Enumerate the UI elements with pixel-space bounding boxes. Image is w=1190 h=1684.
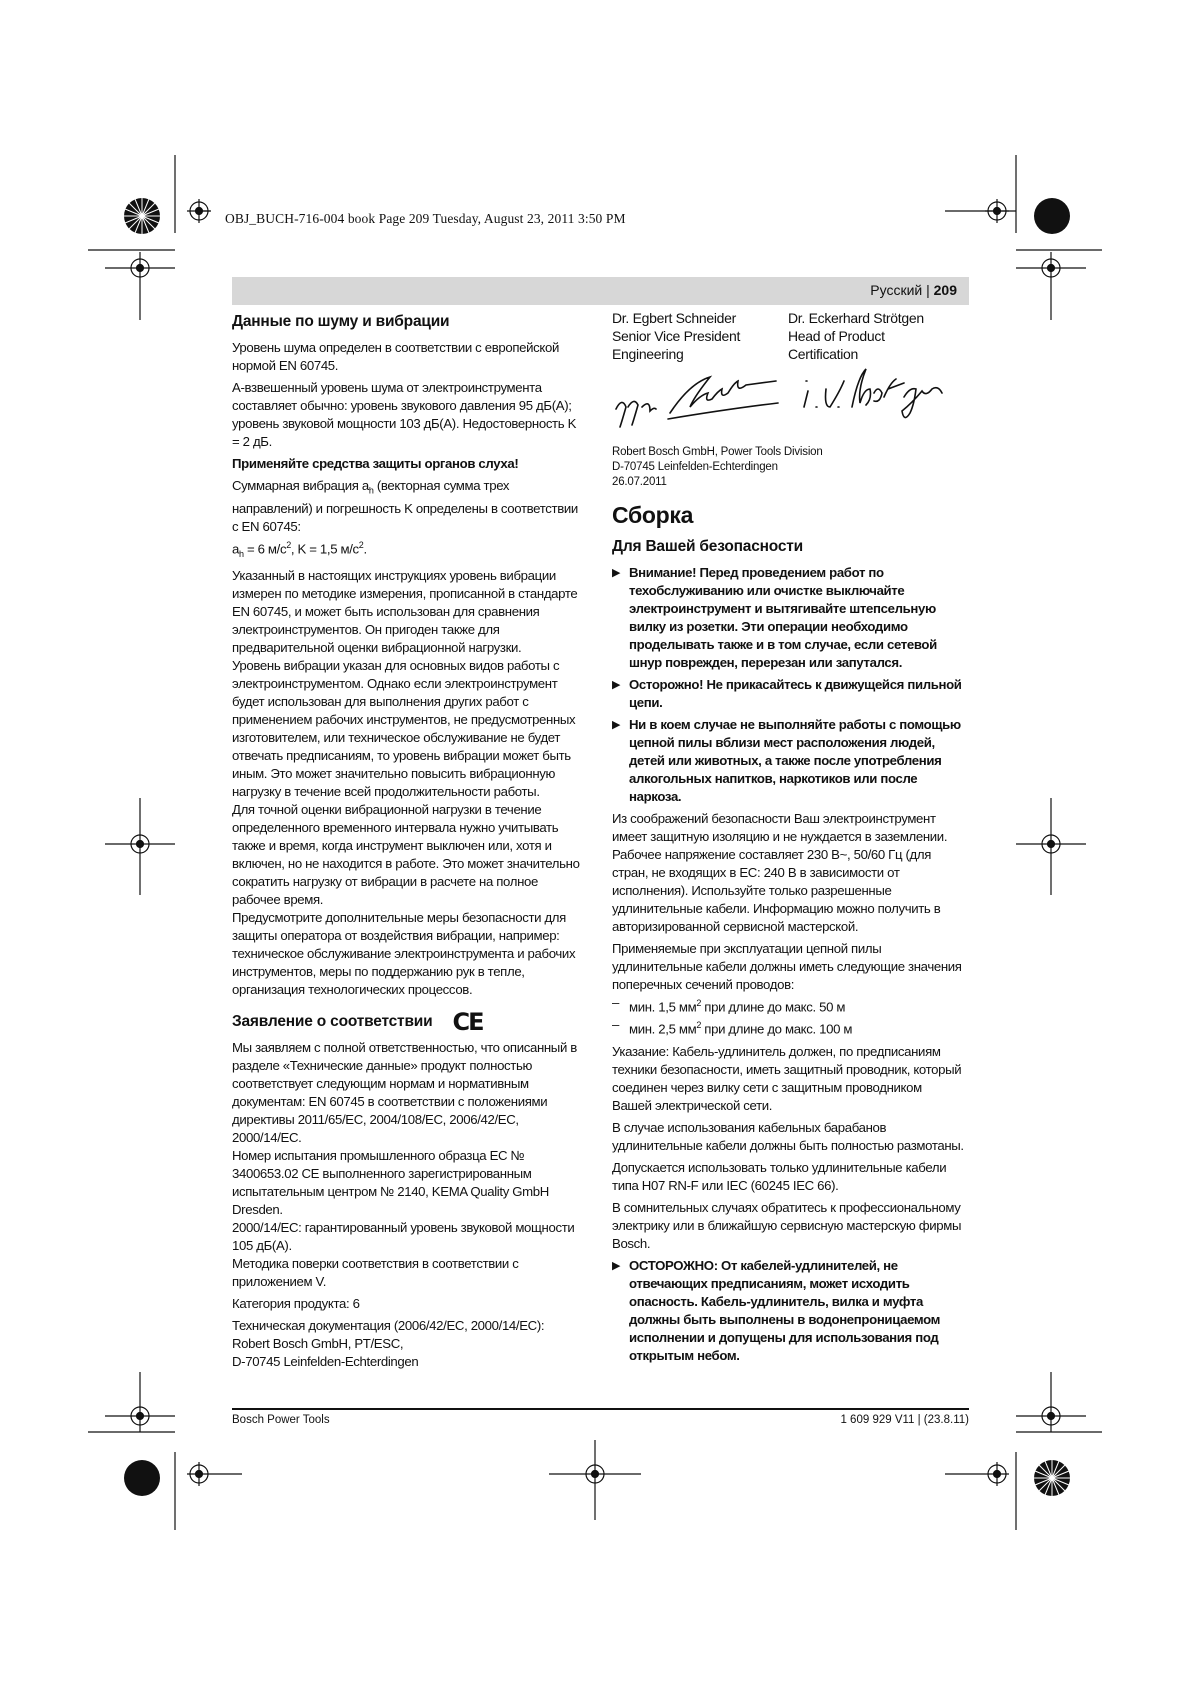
noise-p2: A-взвешенный уровень шума от электроинструмента составляет обычно: уровень звукового давления 95 дБ(A); уровень звуковой мощности 103 дБ(A). Недостоверность K = 2 дБ. xyxy=(232,380,577,449)
signer-1 xyxy=(612,309,788,363)
d2-a: мин. 2,5 мм xyxy=(629,1021,697,1037)
company-block xyxy=(612,445,964,490)
p4-text-b: (векторная сумма трех направлений) и погрешность K определены в соответствии с EN 60745: xyxy=(232,478,578,534)
d1-sup: 2 xyxy=(696,998,701,1008)
d2-sup: 2 xyxy=(696,1020,701,1031)
safety-bullet-4 xyxy=(612,1257,964,1365)
electrical-p1: Из соображений безопасности Ваш электроинструмент имеет защитную изоляцию и не нуждается в заземлении. Рабочее напряжение составляет 230 В~, 50/60 Гц (для стран, не входящих в ЕС: 240 В в зависимости от исполнения). Используйте только разрешенные удлинительные кабели. Информацию можно получить в авторизированной сервисной мастерской. xyxy=(612,811,948,934)
signer-2-role2: Certification xyxy=(788,346,859,362)
noise-p1: Уровень шума определен в соответствии с европейской нормой EN 60745. xyxy=(232,340,559,373)
bullet-2-text: Осторожно! Не прикасайтесь к движущейся пильной цепи. xyxy=(629,677,962,710)
footer-rule xyxy=(232,1408,969,1410)
ce-mark-icon: CE xyxy=(452,1007,483,1036)
signer-1-name: Dr. Egbert Schneider xyxy=(612,310,736,326)
signer-1-role1: Senior Vice President xyxy=(612,328,741,344)
signature-date: 26.07.2011 xyxy=(612,476,667,488)
signer-2-role1: Head of Product xyxy=(788,328,885,344)
p5-sub: h xyxy=(238,548,244,559)
safety-bullet-1 xyxy=(612,564,964,672)
vibration-p9: Предусмотрите дополнительные меры безопасности для защиты оператора от воздействия вибрации, например: техническое обслуживание электроинструмента и рабочих инструментов, меры по поддержанию рук в тепле, организация технологических процессов. xyxy=(232,909,576,997)
d1-a: мин. 1,5 мм xyxy=(629,999,697,1015)
vibration-p8: Для точной оценки вибрационной нагрузки в течение определенного временного интервала нужно учитывать также и время, когда инструмент выключен или, хотя и включен, но не находится в работе. Это может значительно сократить нагрузку от вибрации в расчете на полное рабочее время. xyxy=(232,801,580,907)
conformity-p4: Методика поверки соответствия в соответствии с приложением V. xyxy=(232,1255,519,1289)
product-category: Категория продукта: 6 xyxy=(232,1295,360,1311)
d1-b: при длине до макс. 50 м xyxy=(700,999,846,1015)
electrical-p3: Указание: Кабель-удлинитель должен, по предписаниям техники безопасности, иметь защитный проводник, который соединен через вилку сети с защитным проводником Вашей электрической сети. xyxy=(612,1043,962,1113)
signer-2-name: Dr. Eckerhard Strötgen xyxy=(788,310,924,326)
electrical-p6: В сомнительных случаях обратитесь к профессиональному электрику или в ближайшую сервисную мастерскую фирмы Bosch. xyxy=(612,1199,962,1251)
signatures xyxy=(612,367,972,437)
safety-bullet-2 xyxy=(612,676,964,712)
vibration-values xyxy=(232,536,584,563)
noise-heading: Данные по шуму и вибрации xyxy=(232,313,450,330)
signer-2 xyxy=(788,309,964,363)
print-slug: OBJ_BUCH-716-004 book Page 209 Tuesday, August 23, 2011 3:50 PM xyxy=(225,211,626,226)
conformity-p1: Мы заявляем с полной ответственностью, что описанный в разделе «Технические данные» продукт полностью соответствует следующим нормам и нормативным документам: EN 60745 в соответствии с положениями директивы 2011/65/EC, 2004/108/EC, 2006/42/EC, 2000/14/EC. xyxy=(232,1039,577,1145)
vibration-p6: Указанный в настоящих инструкциях уровень вибрации измерен по методике измерения, прописанной в стандарте EN 60745, и может быть использован для сравнения электроинструментов. Он пригоден также для предварительной оценки вибрационной нагрузки. xyxy=(232,567,578,655)
vibration-p4 xyxy=(232,477,584,536)
electrical-p2: Применяемые при эксплуатации цепной пилы удлинительные кабели должны иметь следующие значения поперечных сечений проводов: xyxy=(612,941,962,992)
footer-brand: Bosch Power Tools xyxy=(232,1414,330,1426)
d2-b: при длине до макс. 100 м xyxy=(700,1021,853,1037)
cable-spec-1 xyxy=(612,994,964,1016)
tech-doc: Техническая документация (2006/42/EC, 2000/14/EC): xyxy=(232,1317,545,1333)
p5-b: = 6 м/с xyxy=(243,541,287,557)
triangle-bullet-icon: ▶ xyxy=(612,719,621,731)
p4-sub: h xyxy=(368,485,374,496)
electrical-p4: В случае использования кабельных барабанов удлинительные кабели должны быть полностью размотаны. xyxy=(612,1119,964,1153)
triangle-bullet-icon: ▶ xyxy=(612,1259,621,1272)
dash-icon: – xyxy=(612,1017,619,1033)
p5-sup2: 2 xyxy=(358,539,364,550)
electrical-p5: Допускается использовать только удлинительные кабели типа H07 RN-F или IEC (60245 IEC 66). xyxy=(612,1159,947,1193)
conformity-p2: Номер испытания промышленного образца EC № 3400653.02 CE выполненного зарегистрированным испытательным центром № 2140, KEMA Quality GmbH Dresden. xyxy=(232,1147,549,1217)
safety-heading: Для Вашей безопасности xyxy=(612,538,803,555)
left-column xyxy=(232,313,584,1371)
tech-doc-company: Robert Bosch GmbH, PT/ESC, xyxy=(232,1335,404,1351)
p5-a: a xyxy=(232,541,239,557)
bullet-3-text: Ни в коем случае не выполняйте работы с помощью цепной пилы вблизи мест расположения людей, детей или животных, а также после употребления алкогольных напитков, наркотиков или после наркоза. xyxy=(629,717,961,804)
bullet-1-text: Внимание! Перед проведением работ по техобслуживанию или очистке выключайте электроинструмент и вытягивайте штепсельную вилку из розетки. Эти операции необходимо проделывать также и в том случае, если сетевой шнур поврежден, перерезан или запутался. xyxy=(629,565,937,670)
company-address: D-70745 Leinfelden-Echterdingen xyxy=(612,461,778,473)
p5-d: . xyxy=(363,541,367,557)
header-separator: | xyxy=(922,282,934,298)
dash-icon: – xyxy=(612,995,619,1010)
p4-text-a: Суммарная вибрация a xyxy=(232,478,369,493)
tech-doc-address: D-70745 Leinfelden-Echterdingen xyxy=(232,1353,419,1369)
cable-spec-2 xyxy=(612,1016,964,1038)
conformity-p3: 2000/14/EC: гарантированный уровень звуковой мощности 105 дБ(A). xyxy=(232,1219,575,1253)
signer-1-role2: Engineering xyxy=(612,346,684,362)
page-number: 209 xyxy=(933,282,957,298)
triangle-bullet-icon: ▶ xyxy=(612,679,621,691)
assembly-heading: Сборка xyxy=(612,502,694,528)
page-header xyxy=(232,277,969,305)
hearing-warning: Применяйте средства защиты органов слуха! xyxy=(232,456,519,471)
signers xyxy=(612,309,964,363)
footer-docnum: 1 609 929 V11 | (23.8.11) xyxy=(840,1414,969,1426)
p5-sup: 2 xyxy=(286,539,291,550)
p5-c: , K = 1,5 м/с xyxy=(290,541,359,557)
safety-bullet-3 xyxy=(612,716,964,806)
conformity-heading xyxy=(232,1007,584,1036)
conformity-heading-text: Заявление о соответствии xyxy=(232,1012,433,1030)
right-column xyxy=(612,309,964,1369)
header-language: Русский xyxy=(870,282,923,298)
header-label xyxy=(870,282,957,298)
company-name: Robert Bosch GmbH, Power Tools Division xyxy=(612,446,823,458)
bullet-4-text: ОСТОРОЖНО: От кабелей-удлинителей, не отвечающих предписаниям, может исходить опасность. Кабель-удлинитель, вилка и муфта должны быть выполнены в водонепроницаемом исполнении и допущены для использования под открытым небом. xyxy=(629,1257,941,1363)
vibration-p7: Уровень вибрации указан для основных видов работы с электроинструментом. Однако если электроинструмент будет использован для выполнения других работ с применением рабочих инструментов, не предусмотренных изготовителем, или техническое обслуживание не будет отвечать предписаниям, то уровень вибрации может быть иным. Это может значительно повысить вибрационную нагрузку в течение всей продолжительности работы. xyxy=(232,657,576,799)
triangle-bullet-icon: ▶ xyxy=(612,567,621,579)
